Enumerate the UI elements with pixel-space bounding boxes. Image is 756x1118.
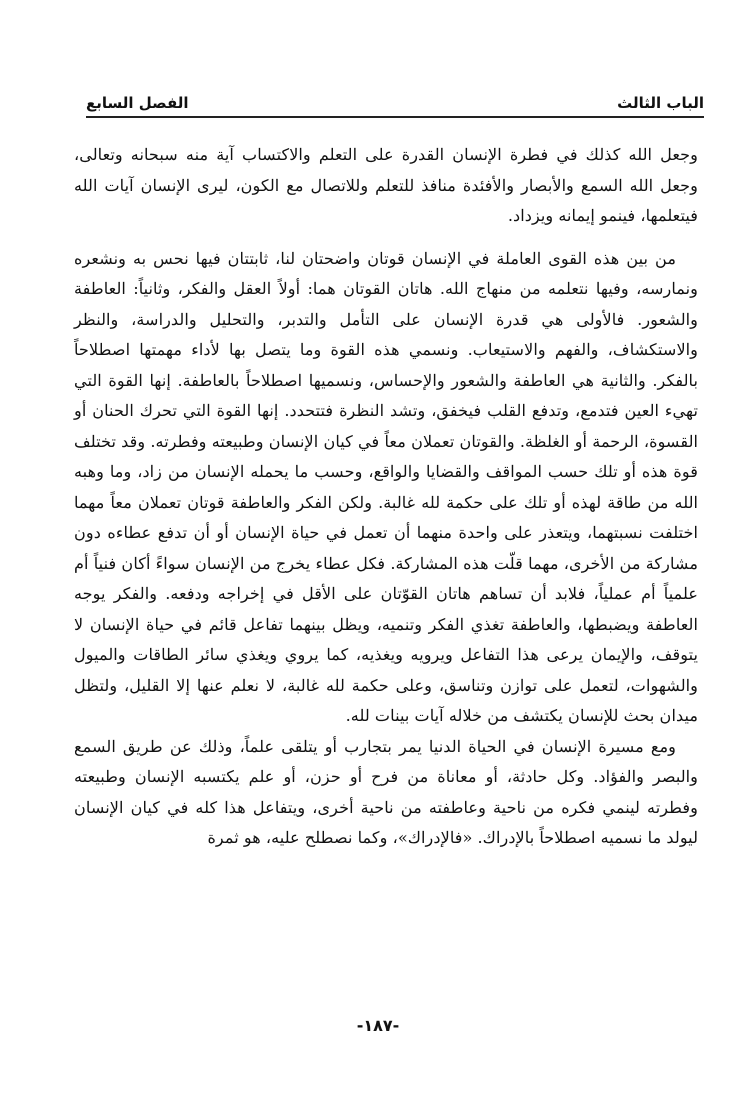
chapter-title: الباب الثالث <box>617 94 704 112</box>
paragraph-1: وجعل الله كذلك في فطرة الإنسان القدرة على التعلم والاكتساب آية منه سبحانه وتعالى، وجعل الله السمع والأبصار والأفئدة منافذ للتعلم وللاتصال مع الكون، ليرى الإنسان آيات الله فيتعلمها، فينمو إيمانه ويزداد. <box>74 145 698 225</box>
page-number: -١٨٧- <box>356 1016 400 1035</box>
header-divider <box>86 116 704 118</box>
section-title: الفصل السابع <box>86 94 189 112</box>
body-text <box>74 140 698 854</box>
running-header <box>86 86 704 112</box>
paragraph-2: من بين هذه القوى العاملة في الإنسان قوتان واضحتان لنا، ثابتتان فيها نحس به ونشعره ونمارسه، وفيها نتعلمه من منهاج الله. هاتان القوتان هما: أولاً العقل والفكر، وثانياً: العاطفة والشعور. فالأولى هي قدرة الإنسان على التأمل والتدبر، والتحليل والدراسة، والنظر والاستكشاف، والفهم والاستيعاب. ونسمي هذه القوة وما يتصل بها لأداء مهمتها اصطلاحاً بالفكر. والثانية هي العاطفة والشعور والإحساس، ونسميها اصطلاحاً بالعاطفة. إنها القوة التي تهيء العين فتدمع، وتدفع القلب فيخفق، وتشد النظرة فتتحدد. إنها القوة التي تحرك الحنان أو القسوة، الرحمة أو الغلظة. والقوتان تعملان معاً في كيان الإنسان وطبيعته وفطرته. وقد تختلف قوة هذه أو تلك حسب المواقف والقضايا والواقع، وحسب ما يحمله الإنسان من زاد، وما وهبه الله من طاقة لهذه أو تلك على حكمة لله غالبة. ولكن الفكر والعاطفة قوتان تعملان معاً مهما اختلفت نسبتهما، ويتعذر على واحدة منهما أن تعمل في حياة الإنسان أو أن تدفع عطاءه دون مشاركة من الأخرى، مهما قلّت هذه المشاركة. فكل عطاء يخرج من الإنسان سواءً أكان فنياً أم علمياً أم عملياً، فلابد أن تساهم هاتان القوّتان على الأقل في إخراجه ودفعه. والفكر يوجه العاطفة ويضبطها، والعاطفة تغذي الفكر وتنميه، ويظل بينهما تفاعل قائم في حياة الإنسان لا يتوقف، والإيمان يرعى هذا التفاعل ويرويه ويغذيه، كما يروي ويغذي سائر الطاقات والميول والشهوات، لتعمل على توازن وتناسق، وعلى حكمة لله غالبة، لا نعلم عنها إلا القليل، ولتظل ميدان بحث للإنسان يكتشف من خلاله آيات بينات لله. <box>74 248 698 725</box>
paragraph-3: ومع مسيرة الإنسان في الحياة الدنيا يمر بتجارب أو يتلقى علماً، وذلك عن طريق السمع والبصر والفؤاد. وكل حادثة، أو معاناة من فرح أو حزن، أو علم يكتسبه الإنسان وطبيعته وفطرته لينمي فكره من ناحية وعاطفته من ناحية أخرى، ويتفاعل هذا كله في كيان الإنسان ليولد ما نسميه اصطلاحاً بالإدراك. «فالإدراك»، وكما نصطلح عليه، هو ثمرة <box>74 736 698 847</box>
